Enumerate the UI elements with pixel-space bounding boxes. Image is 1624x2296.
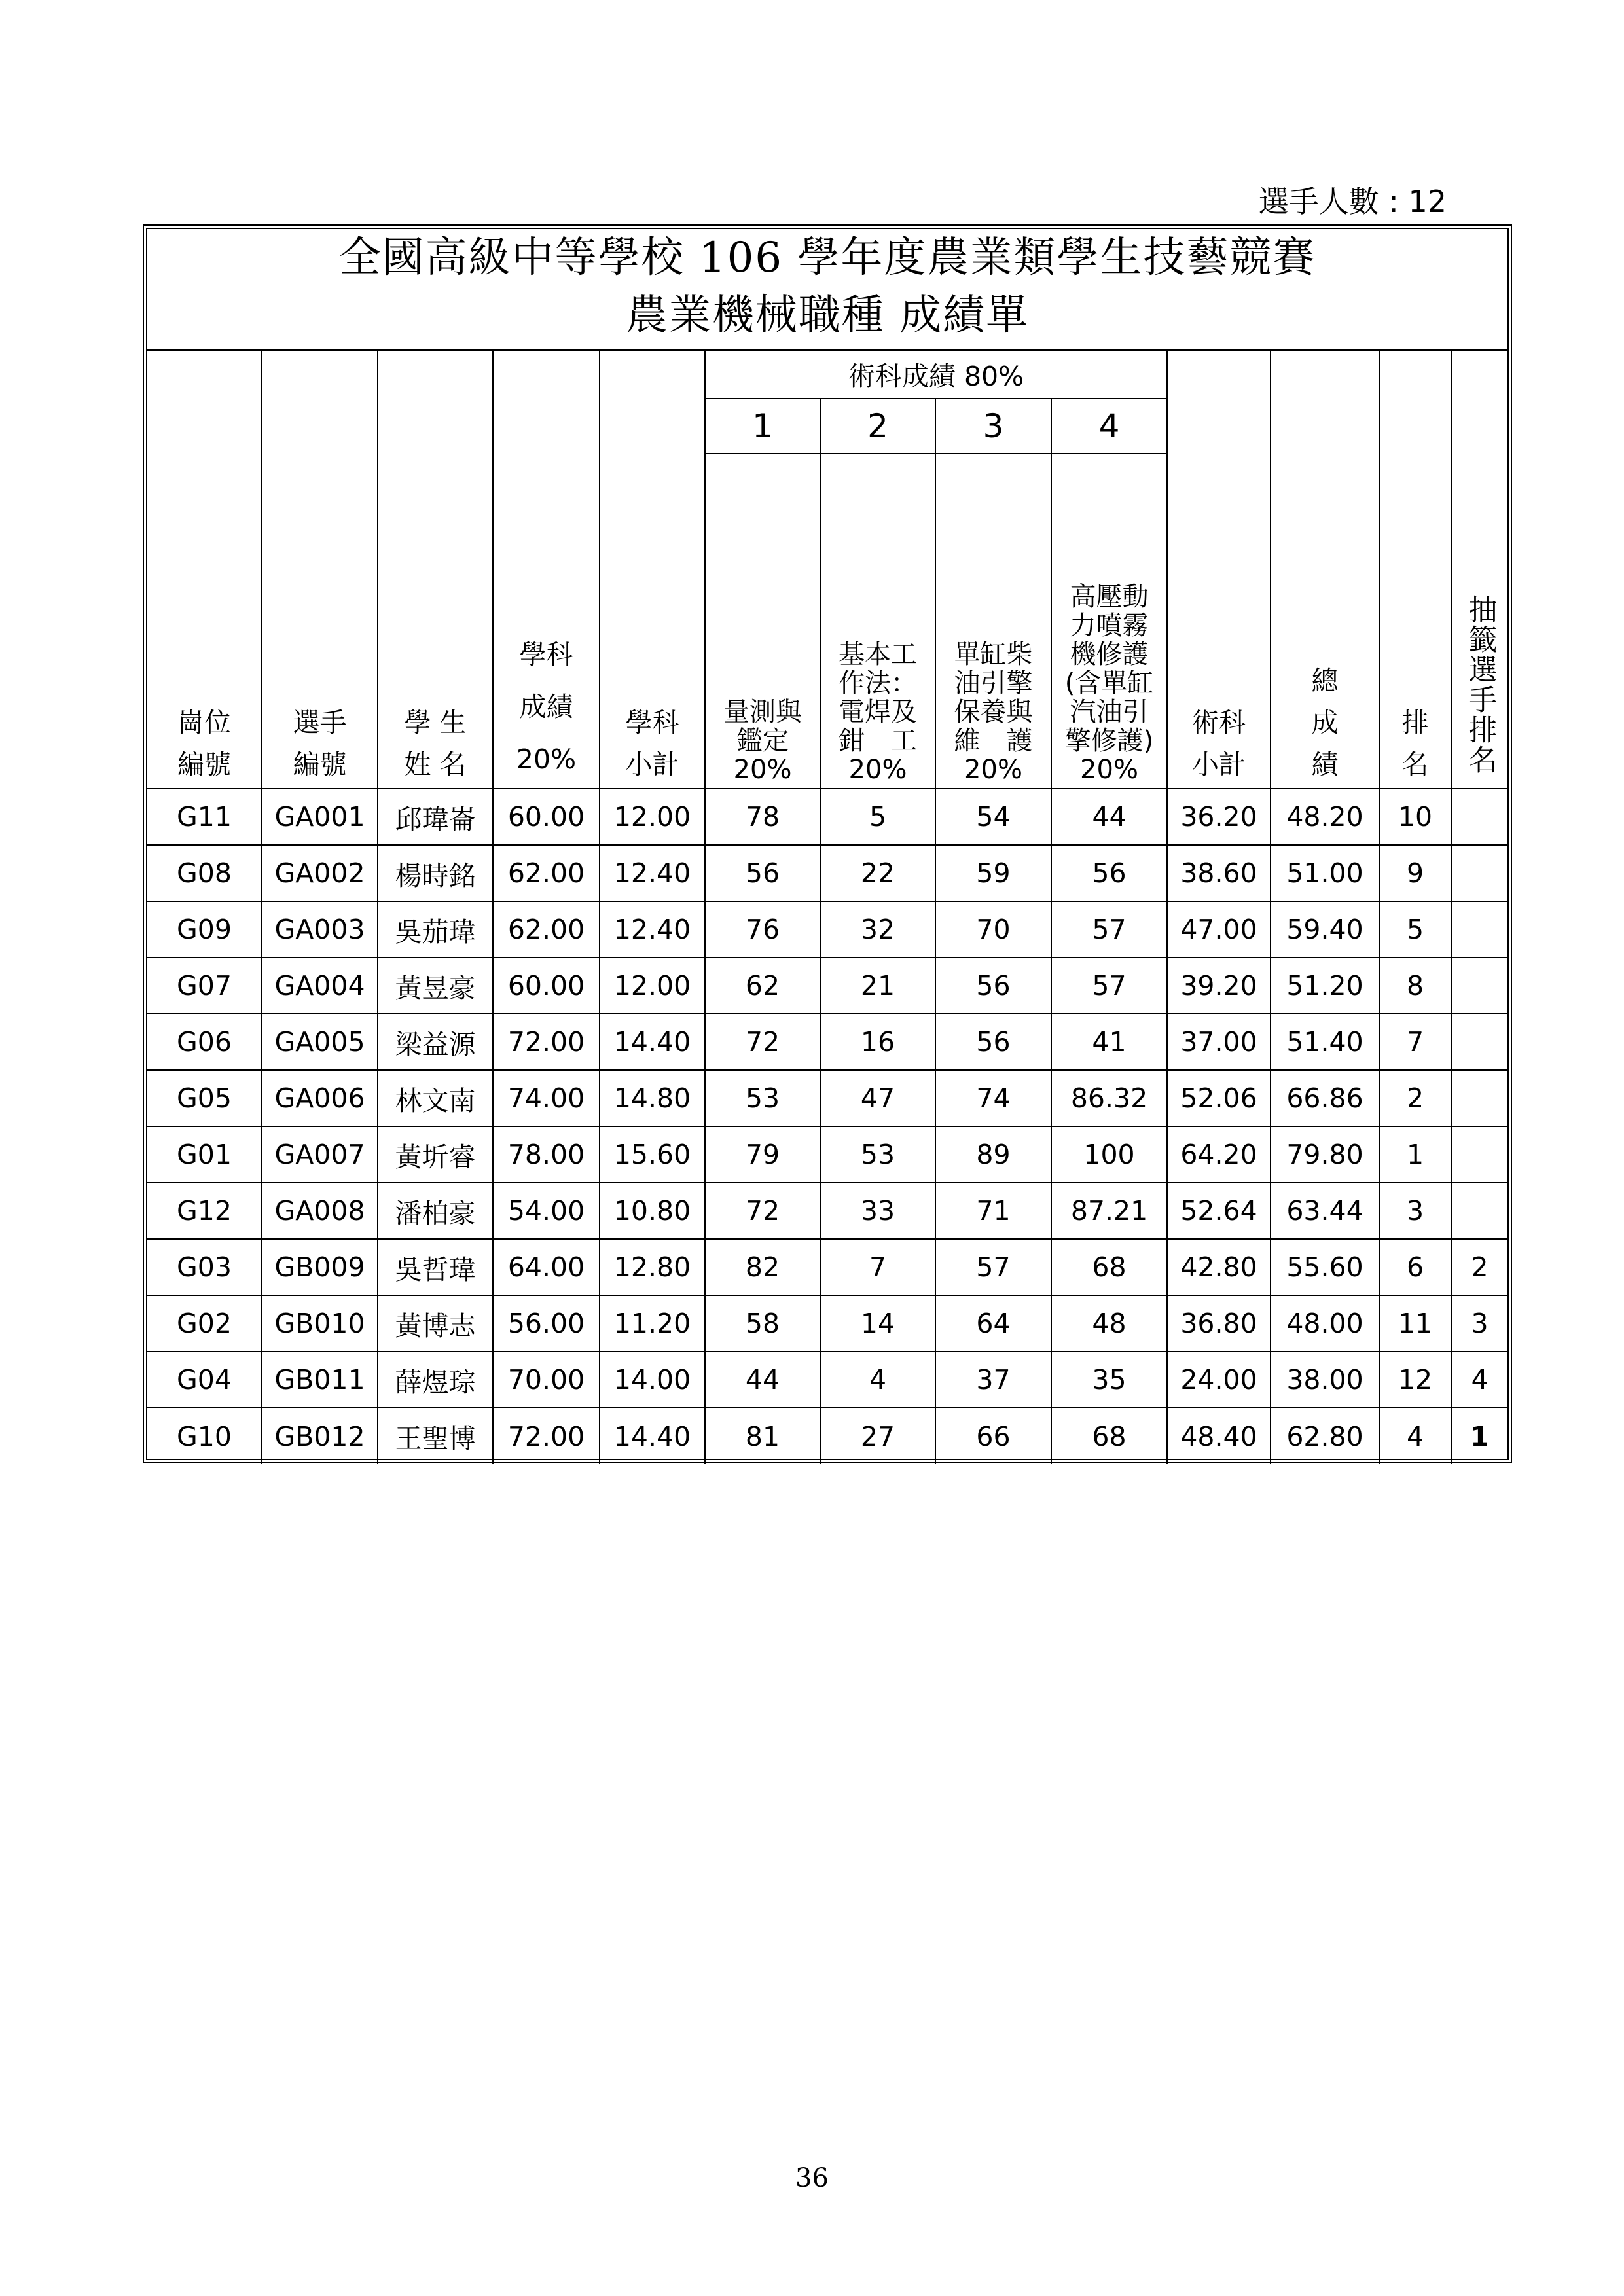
table-row: [147, 789, 1507, 845]
cell-practical-1: 44: [705, 1352, 820, 1408]
cell-academic-score: 62.00: [493, 845, 600, 901]
cell-draw-rank: [1451, 1183, 1507, 1239]
header-practical-1: 量測與 鑑定 20%: [705, 454, 820, 789]
cell-student-name: 梁益源: [378, 1014, 493, 1070]
header-contestant-no: 選手 編號: [262, 350, 378, 789]
cell-practical-4: 57: [1051, 901, 1167, 958]
header-practical-4: 高壓動 力噴霧 機修護 (含單缸 汽油引 擎修護) 20%: [1051, 454, 1167, 789]
cell-practical-1: 81: [705, 1408, 820, 1464]
cell-post: G07: [147, 958, 262, 1014]
cell-rank: 11: [1379, 1295, 1451, 1352]
cell-academic-score: 62.00: [493, 901, 600, 958]
cell-practical-4: 41: [1051, 1014, 1167, 1070]
cell-academic-score: 64.00: [493, 1239, 600, 1295]
cell-total-score: 51.00: [1271, 845, 1379, 901]
table-row: [147, 901, 1507, 958]
cell-post: G02: [147, 1295, 262, 1352]
table-row: [147, 1295, 1507, 1352]
cell-student-name: 楊時銘: [378, 845, 493, 901]
cell-contestant-id: GB011: [262, 1352, 378, 1408]
header-draw-rank: 抽籤選手排名: [1451, 350, 1507, 789]
cell-academic-score: 60.00: [493, 958, 600, 1014]
table-row: [147, 1126, 1507, 1183]
practical-item-4-number: 4: [1051, 399, 1167, 454]
cell-total-score: 79.80: [1271, 1126, 1379, 1183]
cell-practical-3: 37: [935, 1352, 1051, 1408]
cell-practical-3: 56: [935, 1014, 1051, 1070]
cell-practical-3: 74: [935, 1070, 1051, 1126]
cell-practical-2: 22: [820, 845, 935, 901]
table-row: [147, 1014, 1507, 1070]
cell-practical-1: 56: [705, 845, 820, 901]
cell-practical-3: 70: [935, 901, 1051, 958]
cell-academic-score: 78.00: [493, 1126, 600, 1183]
cell-practical-subtotal: 52.06: [1167, 1070, 1271, 1126]
header-academic-subtotal: 學科 小計: [600, 350, 705, 789]
cell-contestant-id: GA003: [262, 901, 378, 958]
cell-student-name: 邱瑋崙: [378, 789, 493, 845]
cell-total-score: 51.20: [1271, 958, 1379, 1014]
header-student-name: 學 生 姓 名: [378, 350, 493, 789]
cell-practical-subtotal: 38.60: [1167, 845, 1271, 901]
header-total-score: 總 成 績: [1271, 350, 1379, 789]
cell-practical-2: 4: [820, 1352, 935, 1408]
cell-contestant-id: GB010: [262, 1295, 378, 1352]
cell-practical-1: 62: [705, 958, 820, 1014]
header-practical-3: 單缸柴 油引擎 保養與 維 護 20%: [935, 454, 1051, 789]
cell-student-name: 黃昱豪: [378, 958, 493, 1014]
cell-draw-rank: 3: [1451, 1295, 1507, 1352]
cell-total-score: 63.44: [1271, 1183, 1379, 1239]
cell-rank: 7: [1379, 1014, 1451, 1070]
cell-academic-score: 54.00: [493, 1183, 600, 1239]
table-row: [147, 1183, 1507, 1239]
cell-practical-4: 68: [1051, 1408, 1167, 1464]
cell-rank: 10: [1379, 789, 1451, 845]
cell-post: G05: [147, 1070, 262, 1126]
cell-contestant-id: GA005: [262, 1014, 378, 1070]
cell-practical-4: 86.32: [1051, 1070, 1167, 1126]
cell-academic-subtotal: 14.00: [600, 1352, 705, 1408]
cell-rank: 2: [1379, 1070, 1451, 1126]
cell-academic-score: 74.00: [493, 1070, 600, 1126]
cell-practical-subtotal: 48.40: [1167, 1408, 1271, 1464]
cell-total-score: 55.60: [1271, 1239, 1379, 1295]
cell-rank: 12: [1379, 1352, 1451, 1408]
cell-student-name: 王聖博: [378, 1408, 493, 1464]
cell-rank: 9: [1379, 845, 1451, 901]
cell-rank: 6: [1379, 1239, 1451, 1295]
cell-practical-1: 72: [705, 1183, 820, 1239]
cell-draw-rank: [1451, 958, 1507, 1014]
table-row: [147, 958, 1507, 1014]
cell-contestant-id: GA002: [262, 845, 378, 901]
cell-practical-2: 14: [820, 1295, 935, 1352]
cell-practical-subtotal: 42.80: [1167, 1239, 1271, 1295]
cell-post: G11: [147, 789, 262, 845]
cell-practical-2: 16: [820, 1014, 935, 1070]
cell-practical-1: 79: [705, 1126, 820, 1183]
cell-practical-4: 44: [1051, 789, 1167, 845]
cell-practical-4: 87.21: [1051, 1183, 1167, 1239]
cell-practical-4: 56: [1051, 845, 1167, 901]
cell-academic-subtotal: 12.00: [600, 958, 705, 1014]
cell-practical-4: 48: [1051, 1295, 1167, 1352]
cell-practical-4: 35: [1051, 1352, 1167, 1408]
header-practical-subtotal: 術科 小計: [1167, 350, 1271, 789]
cell-contestant-id: GB012: [262, 1408, 378, 1464]
cell-practical-2: 47: [820, 1070, 935, 1126]
cell-practical-subtotal: 47.00: [1167, 901, 1271, 958]
cell-practical-4: 68: [1051, 1239, 1167, 1295]
cell-practical-3: 59: [935, 845, 1051, 901]
cell-practical-1: 78: [705, 789, 820, 845]
cell-total-score: 48.20: [1271, 789, 1379, 845]
page-number: 36: [795, 2163, 829, 2193]
participant-count: 選手人數 : 12: [1258, 184, 1447, 219]
cell-draw-rank: [1451, 845, 1507, 901]
cell-practical-1: 82: [705, 1239, 820, 1295]
cell-practical-2: 32: [820, 901, 935, 958]
cell-draw-rank: 2: [1451, 1239, 1507, 1295]
cell-academic-subtotal: 11.20: [600, 1295, 705, 1352]
practical-item-2-number: 2: [820, 399, 935, 454]
page-subtitle: 農業機械職種 成績單: [625, 291, 1030, 340]
table-row: [147, 1408, 1507, 1464]
table-row: [147, 1239, 1507, 1295]
cell-post: G12: [147, 1183, 262, 1239]
cell-practical-subtotal: 64.20: [1167, 1126, 1271, 1183]
cell-post: G06: [147, 1014, 262, 1070]
cell-student-name: 潘柏豪: [378, 1183, 493, 1239]
cell-practical-4: 57: [1051, 958, 1167, 1014]
cell-contestant-id: GA006: [262, 1070, 378, 1126]
cell-post: G04: [147, 1352, 262, 1408]
cell-student-name: 薛煜琮: [378, 1352, 493, 1408]
cell-academic-subtotal: 12.40: [600, 845, 705, 901]
cell-total-score: 66.86: [1271, 1070, 1379, 1126]
cell-rank: 1: [1379, 1126, 1451, 1183]
cell-practical-3: 56: [935, 958, 1051, 1014]
cell-student-name: 黃博志: [378, 1295, 493, 1352]
cell-practical-1: 58: [705, 1295, 820, 1352]
cell-draw-rank: [1451, 1126, 1507, 1183]
cell-practical-subtotal: 36.80: [1167, 1295, 1271, 1352]
cell-total-score: 59.40: [1271, 901, 1379, 958]
cell-rank: 8: [1379, 958, 1451, 1014]
table-row: [147, 845, 1507, 901]
practical-item-3-number: 3: [935, 399, 1051, 454]
score-table: [147, 349, 1507, 1464]
cell-contestant-id: GA007: [262, 1126, 378, 1183]
cell-practical-subtotal: 39.20: [1167, 958, 1271, 1014]
cell-practical-2: 53: [820, 1126, 935, 1183]
cell-contestant-id: GA004: [262, 958, 378, 1014]
cell-practical-1: 53: [705, 1070, 820, 1126]
cell-contestant-id: GA001: [262, 789, 378, 845]
cell-practical-3: 54: [935, 789, 1051, 845]
cell-academic-subtotal: 14.40: [600, 1014, 705, 1070]
cell-academic-subtotal: 12.80: [600, 1239, 705, 1295]
page-title: 全國高級中等學校 106 學年度農業類學生技藝競賽: [338, 234, 1316, 282]
cell-practical-4: 100: [1051, 1126, 1167, 1183]
cell-academic-score: 56.00: [493, 1295, 600, 1352]
cell-practical-subtotal: 24.00: [1167, 1352, 1271, 1408]
cell-practical-2: 21: [820, 958, 935, 1014]
table-row: [147, 1352, 1507, 1408]
cell-student-name: 吳哲瑋: [378, 1239, 493, 1295]
cell-practical-2: 27: [820, 1408, 935, 1464]
table-row: [147, 1070, 1507, 1126]
cell-practical-3: 57: [935, 1239, 1051, 1295]
cell-total-score: 62.80: [1271, 1408, 1379, 1464]
cell-total-score: 38.00: [1271, 1352, 1379, 1408]
cell-total-score: 48.00: [1271, 1295, 1379, 1352]
cell-draw-rank: [1451, 1070, 1507, 1126]
cell-academic-subtotal: 15.60: [600, 1126, 705, 1183]
cell-practical-3: 89: [935, 1126, 1051, 1183]
cell-post: G10: [147, 1408, 262, 1464]
cell-academic-subtotal: 12.40: [600, 901, 705, 958]
cell-post: G03: [147, 1239, 262, 1295]
cell-practical-3: 64: [935, 1295, 1051, 1352]
cell-rank: 3: [1379, 1183, 1451, 1239]
cell-practical-subtotal: 36.20: [1167, 789, 1271, 845]
cell-academic-score: 72.00: [493, 1408, 600, 1464]
cell-academic-subtotal: 12.00: [600, 789, 705, 845]
cell-academic-score: 72.00: [493, 1014, 600, 1070]
header-academic-score: 學科 成績 20%: [493, 350, 600, 789]
cell-academic-score: 70.00: [493, 1352, 600, 1408]
cell-rank: 5: [1379, 901, 1451, 958]
cell-student-name: 吳茄瑋: [378, 901, 493, 958]
cell-practical-3: 66: [935, 1408, 1051, 1464]
score-sheet: [143, 224, 1512, 1463]
cell-practical-1: 72: [705, 1014, 820, 1070]
cell-contestant-id: GB009: [262, 1239, 378, 1295]
cell-total-score: 51.40: [1271, 1014, 1379, 1070]
cell-student-name: 林文南: [378, 1070, 493, 1126]
cell-academic-subtotal: 14.40: [600, 1408, 705, 1464]
cell-post: G08: [147, 845, 262, 901]
cell-practical-subtotal: 52.64: [1167, 1183, 1271, 1239]
title-block: [147, 229, 1507, 351]
cell-draw-rank: 4: [1451, 1352, 1507, 1408]
cell-contestant-id: GA008: [262, 1183, 378, 1239]
cell-practical-subtotal: 37.00: [1167, 1014, 1271, 1070]
cell-practical-2: 33: [820, 1183, 935, 1239]
header-practical-group: 術科成績 80%: [705, 350, 1167, 399]
cell-draw-rank: [1451, 1014, 1507, 1070]
cell-practical-3: 71: [935, 1183, 1051, 1239]
header-practical-2: 基本工 作法： 電焊及 鉗 工 20%: [820, 454, 935, 789]
cell-draw-rank: 1: [1451, 1408, 1507, 1464]
cell-draw-rank: [1451, 901, 1507, 958]
cell-academic-subtotal: 10.80: [600, 1183, 705, 1239]
cell-draw-rank: [1451, 789, 1507, 845]
cell-practical-2: 5: [820, 789, 935, 845]
cell-rank: 4: [1379, 1408, 1451, 1464]
header-post-no: 崗位 編號: [147, 350, 262, 789]
cell-academic-score: 60.00: [493, 789, 600, 845]
cell-academic-subtotal: 14.80: [600, 1070, 705, 1126]
cell-post: G09: [147, 901, 262, 958]
practical-item-1-number: 1: [705, 399, 820, 454]
header-rank: 排 名: [1379, 350, 1451, 789]
cell-practical-1: 76: [705, 901, 820, 958]
cell-student-name: 黃圻睿: [378, 1126, 493, 1183]
cell-practical-2: 7: [820, 1239, 935, 1295]
cell-post: G01: [147, 1126, 262, 1183]
